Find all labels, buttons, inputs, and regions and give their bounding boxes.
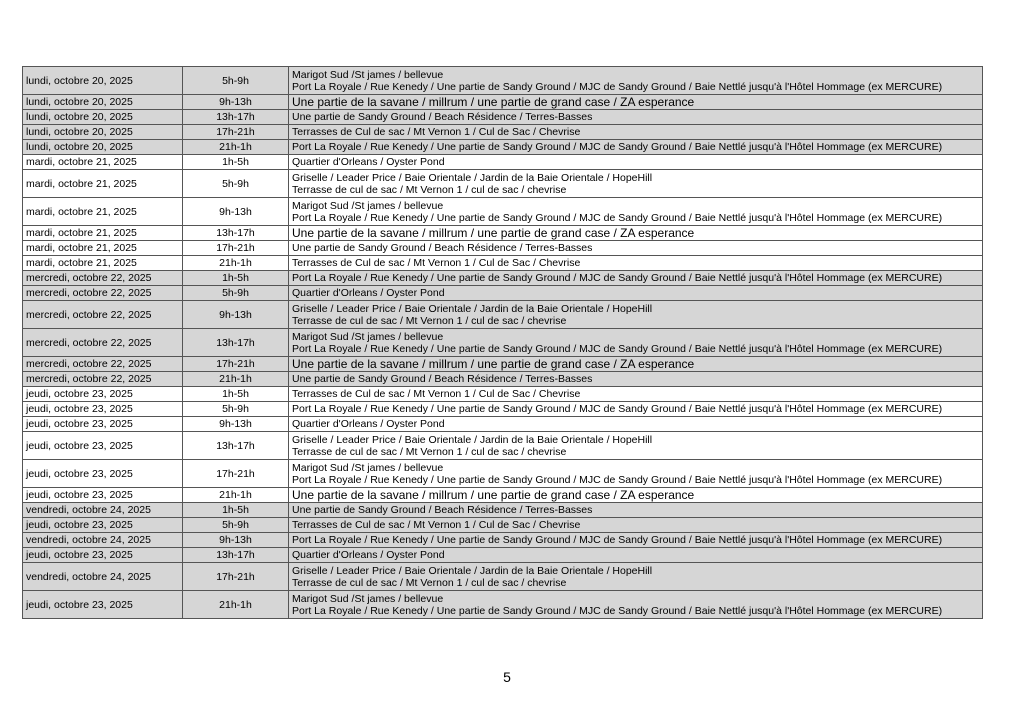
time-slot-cell: 13h-17h (183, 548, 289, 563)
schedule-row (23, 125, 983, 140)
schedule-row (23, 95, 983, 110)
time-slot-cell: 9h-13h (183, 95, 289, 110)
date-cell: jeudi, octobre 23, 2025 (23, 548, 183, 563)
zone-cell (289, 563, 983, 591)
date-cell: mercredi, octobre 22, 2025 (23, 271, 183, 286)
date-cell: jeudi, octobre 23, 2025 (23, 387, 183, 402)
zone-line: Griselle / Leader Price / Baie Orientale / Jardin de la Baie Orientale / HopeHill (292, 433, 653, 446)
zone-line: Quartier d'Orleans / Oyster Pond (292, 287, 445, 299)
time-slot-cell: 5h-9h (183, 518, 289, 533)
zone-cell (289, 95, 983, 110)
zone-line: Port La Royale / Rue Kenedy / Une partie de Sandy Ground / MJC de Sandy Ground / Baie Nettlé jusqu'à l'Hôtel Hommage (ex MERCURE) (292, 403, 943, 415)
date-cell: lundi, octobre 20, 2025 (23, 95, 183, 110)
zone-cell (289, 387, 983, 402)
zone-cell (289, 432, 983, 460)
zone-cell (289, 301, 983, 329)
schedule-row (23, 286, 983, 301)
time-slot-cell: 13h-17h (183, 329, 289, 357)
schedule-row (23, 548, 983, 563)
zone-line: Quartier d'Orleans / Oyster Pond (292, 156, 445, 168)
zone-cell (289, 67, 983, 95)
zone-line: Marigot Sud /St james / bellevue (292, 330, 444, 343)
zone-cell (289, 533, 983, 548)
schedule-row (23, 357, 983, 372)
zone-cell (289, 548, 983, 563)
time-slot-cell: 5h-9h (183, 286, 289, 301)
date-cell: jeudi, octobre 23, 2025 (23, 591, 183, 619)
zone-line: Griselle / Leader Price / Baie Orientale / Jardin de la Baie Orientale / HopeHill (292, 171, 653, 184)
zone-line: Une partie de Sandy Ground / Beach Résidence / Terres-Basses (292, 504, 593, 516)
zone-line: Port La Royale / Rue Kenedy / Une partie de Sandy Ground / MJC de Sandy Ground / Baie Nettlé jusqu'à l'Hôtel Hommage (ex MERCURE) (292, 473, 943, 486)
zone-cell (289, 125, 983, 140)
schedule-row (23, 226, 983, 241)
date-cell: lundi, octobre 20, 2025 (23, 140, 183, 155)
date-cell: mercredi, octobre 22, 2025 (23, 329, 183, 357)
time-slot-cell: 17h-21h (183, 125, 289, 140)
time-slot-cell: 1h-5h (183, 271, 289, 286)
zone-line: Une partie de la savane / millrum / une partie de grand case / ZA esperance (292, 357, 695, 371)
schedule-row (23, 417, 983, 432)
date-cell: vendredi, octobre 24, 2025 (23, 503, 183, 518)
zone-line: Une partie de la savane / millrum / une partie de grand case / ZA esperance (292, 95, 695, 109)
date-cell: mardi, octobre 21, 2025 (23, 155, 183, 170)
schedule-row (23, 372, 983, 387)
date-cell: lundi, octobre 20, 2025 (23, 125, 183, 140)
time-slot-cell: 17h-21h (183, 241, 289, 256)
zone-line: Terrasses de Cul de sac / Mt Vernon 1 / Cul de Sac / Chevrise (292, 126, 581, 138)
schedule-row (23, 563, 983, 591)
time-slot-cell: 5h-9h (183, 170, 289, 198)
schedule-row (23, 488, 983, 503)
schedule-row (23, 432, 983, 460)
date-cell: lundi, octobre 20, 2025 (23, 67, 183, 95)
zone-line: Griselle / Leader Price / Baie Orientale / Jardin de la Baie Orientale / HopeHill (292, 564, 653, 577)
zone-line: Quartier d'Orleans / Oyster Pond (292, 418, 445, 430)
time-slot-cell: 21h-1h (183, 256, 289, 271)
zone-line: Terrasse de cul de sac / Mt Vernon 1 / cul de sac / chevrise (292, 314, 567, 327)
zone-line: Terrasses de Cul de sac / Mt Vernon 1 / Cul de Sac / Chevrise (292, 388, 581, 400)
time-slot-cell: 21h-1h (183, 488, 289, 503)
zone-line: Griselle / Leader Price / Baie Orientale / Jardin de la Baie Orientale / HopeHill (292, 302, 653, 315)
date-cell: vendredi, octobre 24, 2025 (23, 533, 183, 548)
zone-line: Marigot Sud /St james / bellevue (292, 199, 444, 212)
date-cell: lundi, octobre 20, 2025 (23, 110, 183, 125)
zone-line: Marigot Sud /St james / bellevue (292, 592, 444, 605)
time-slot-cell: 21h-1h (183, 591, 289, 619)
date-cell: mardi, octobre 21, 2025 (23, 256, 183, 271)
date-cell: mercredi, octobre 22, 2025 (23, 301, 183, 329)
time-slot-cell: 13h-17h (183, 432, 289, 460)
date-cell: vendredi, octobre 24, 2025 (23, 563, 183, 591)
time-slot-cell: 9h-13h (183, 198, 289, 226)
schedule-row (23, 402, 983, 417)
date-cell: jeudi, octobre 23, 2025 (23, 417, 183, 432)
time-slot-cell: 21h-1h (183, 372, 289, 387)
zone-line: Terrasse de cul de sac / Mt Vernon 1 / cul de sac / chevrise (292, 576, 567, 589)
date-cell: mercredi, octobre 22, 2025 (23, 357, 183, 372)
time-slot-cell: 9h-13h (183, 533, 289, 548)
zone-line: Port La Royale / Rue Kenedy / Une partie de Sandy Ground / MJC de Sandy Ground / Baie Nettlé jusqu'à l'Hôtel Hommage (ex MERCURE) (292, 211, 943, 224)
zone-cell (289, 357, 983, 372)
zone-line: Marigot Sud /St james / bellevue (292, 68, 444, 81)
zone-line: Port La Royale / Rue Kenedy / Une partie de Sandy Ground / MJC de Sandy Ground / Baie Nettlé jusqu'à l'Hôtel Hommage (ex MERCURE) (292, 604, 943, 617)
schedule-row (23, 256, 983, 271)
schedule-row (23, 460, 983, 488)
date-cell: mardi, octobre 21, 2025 (23, 170, 183, 198)
zone-cell (289, 170, 983, 198)
date-cell: jeudi, octobre 23, 2025 (23, 402, 183, 417)
date-cell: jeudi, octobre 23, 2025 (23, 518, 183, 533)
schedule-row (23, 591, 983, 619)
outage-schedule-table (22, 66, 983, 619)
time-slot-cell: 17h-21h (183, 357, 289, 372)
zone-line: Une partie de Sandy Ground / Beach Résidence / Terres-Basses (292, 111, 593, 123)
schedule-row (23, 271, 983, 286)
time-slot-cell: 1h-5h (183, 387, 289, 402)
time-slot-cell: 1h-5h (183, 503, 289, 518)
date-cell: mercredi, octobre 22, 2025 (23, 372, 183, 387)
zone-cell (289, 241, 983, 256)
zone-line: Terrasses de Cul de sac / Mt Vernon 1 / Cul de Sac / Chevrise (292, 257, 581, 269)
zone-line: Terrasse de cul de sac / Mt Vernon 1 / cul de sac / chevrise (292, 183, 567, 196)
zone-cell (289, 488, 983, 503)
schedule-row (23, 110, 983, 125)
schedule-row (23, 518, 983, 533)
zone-line: Une partie de Sandy Ground / Beach Résidence / Terres-Basses (292, 242, 593, 254)
zone-line: Terrasse de cul de sac / Mt Vernon 1 / cul de sac / chevrise (292, 445, 567, 458)
date-cell: jeudi, octobre 23, 2025 (23, 488, 183, 503)
zone-line: Marigot Sud /St james / bellevue (292, 461, 444, 474)
zone-cell (289, 226, 983, 241)
date-cell: mardi, octobre 21, 2025 (23, 198, 183, 226)
date-cell: mardi, octobre 21, 2025 (23, 226, 183, 241)
zone-line: Port La Royale / Rue Kenedy / Une partie de Sandy Ground / MJC de Sandy Ground / Baie Nettlé jusqu'à l'Hôtel Hommage (ex MERCURE) (292, 141, 943, 153)
time-slot-cell: 17h-21h (183, 563, 289, 591)
schedule-row (23, 533, 983, 548)
date-cell: jeudi, octobre 23, 2025 (23, 432, 183, 460)
time-slot-cell: 5h-9h (183, 67, 289, 95)
schedule-row (23, 198, 983, 226)
time-slot-cell: 9h-13h (183, 417, 289, 432)
zone-cell (289, 591, 983, 619)
schedule-row (23, 301, 983, 329)
time-slot-cell: 17h-21h (183, 460, 289, 488)
schedule-row (23, 155, 983, 170)
zone-cell (289, 140, 983, 155)
time-slot-cell: 13h-17h (183, 226, 289, 241)
date-cell: jeudi, octobre 23, 2025 (23, 460, 183, 488)
zone-line: Une partie de la savane / millrum / une partie de grand case / ZA esperance (292, 226, 695, 240)
zone-cell (289, 155, 983, 170)
zone-line: Une partie de la savane / millrum / une partie de grand case / ZA esperance (292, 488, 695, 502)
zone-cell (289, 329, 983, 357)
zone-cell (289, 417, 983, 432)
date-cell: mercredi, octobre 22, 2025 (23, 286, 183, 301)
page-number: 5 (503, 669, 511, 685)
zone-cell (289, 372, 983, 387)
zone-cell (289, 110, 983, 125)
zone-line: Terrasses de Cul de sac / Mt Vernon 1 / Cul de Sac / Chevrise (292, 519, 581, 531)
time-slot-cell: 1h-5h (183, 155, 289, 170)
schedule-row (23, 503, 983, 518)
time-slot-cell: 9h-13h (183, 301, 289, 329)
zone-line: Port La Royale / Rue Kenedy / Une partie de Sandy Ground / MJC de Sandy Ground / Baie Nettlé jusqu'à l'Hôtel Hommage (ex MERCURE) (292, 272, 943, 284)
schedule-row (23, 140, 983, 155)
zone-line: Port La Royale / Rue Kenedy / Une partie de Sandy Ground / MJC de Sandy Ground / Baie Nettlé jusqu'à l'Hôtel Hommage (ex MERCURE) (292, 80, 943, 93)
schedule-row (23, 170, 983, 198)
time-slot-cell: 13h-17h (183, 110, 289, 125)
zone-cell (289, 402, 983, 417)
time-slot-cell: 5h-9h (183, 402, 289, 417)
zone-cell (289, 460, 983, 488)
zone-line: Quartier d'Orleans / Oyster Pond (292, 549, 445, 561)
zone-cell (289, 198, 983, 226)
time-slot-cell: 21h-1h (183, 140, 289, 155)
zone-cell (289, 256, 983, 271)
schedule-row (23, 387, 983, 402)
zone-cell (289, 518, 983, 533)
zone-line: Port La Royale / Rue Kenedy / Une partie de Sandy Ground / MJC de Sandy Ground / Baie Nettlé jusqu'à l'Hôtel Hommage (ex MERCURE) (292, 342, 943, 355)
schedule-row (23, 67, 983, 95)
schedule-body (23, 67, 983, 619)
zone-line: Une partie de Sandy Ground / Beach Résidence / Terres-Basses (292, 373, 593, 385)
schedule-row (23, 241, 983, 256)
schedule-row (23, 329, 983, 357)
zone-cell (289, 503, 983, 518)
zone-cell (289, 271, 983, 286)
zone-line: Port La Royale / Rue Kenedy / Une partie de Sandy Ground / MJC de Sandy Ground / Baie Nettlé jusqu'à l'Hôtel Hommage (ex MERCURE) (292, 534, 943, 546)
zone-cell (289, 286, 983, 301)
date-cell: mardi, octobre 21, 2025 (23, 241, 183, 256)
